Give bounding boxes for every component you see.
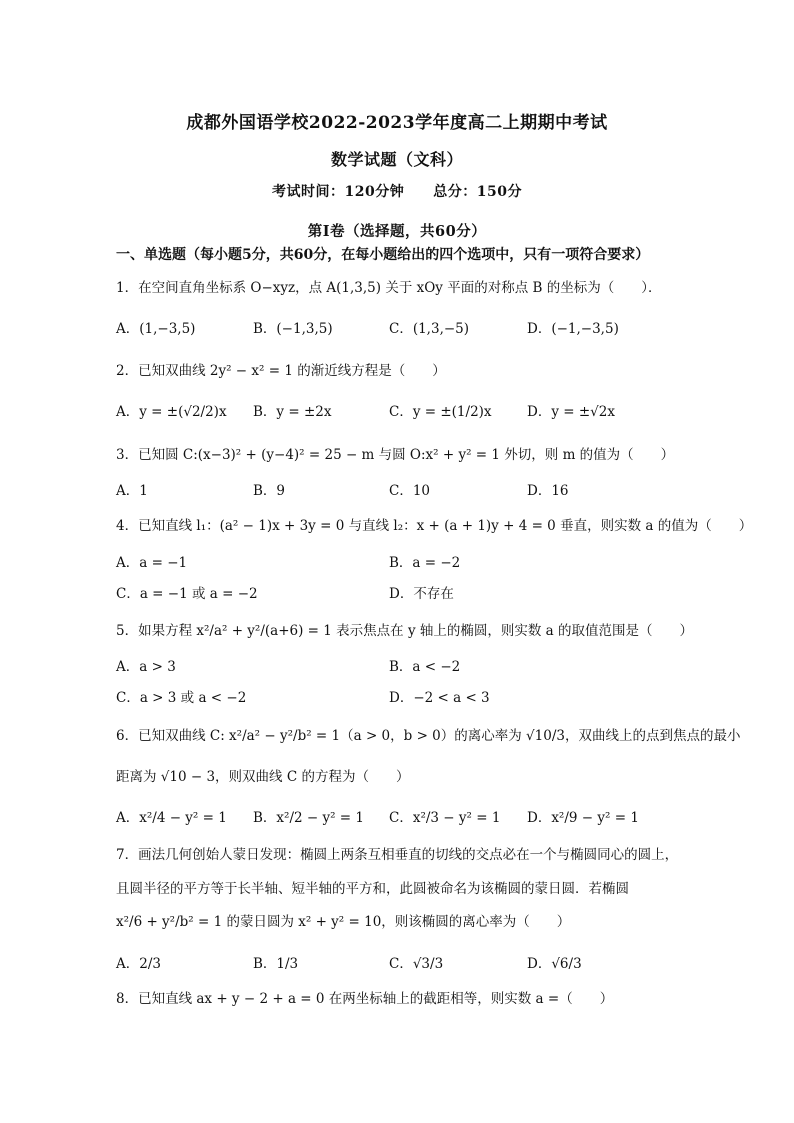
exam-title: 成都外国语学校2022-2023学年度高二上期期中考试 [186, 113, 608, 133]
question-5-stem: 5．如果方程 x²/a² + y²/(a+6) = 1 表示焦点在 y 轴上的椭圆，则实数 a 的取值范围是（ ） [116, 623, 693, 639]
question-6-option-d: D．x²/9 − y² = 1 [527, 810, 639, 826]
question-5-option-a: A．a > 3 [116, 659, 176, 675]
question-7-option-c: C．√3/3 [389, 956, 444, 972]
question-3-option-b: B．9 [253, 483, 286, 499]
question-4-option-c: C．a = −1 或 a = −2 [116, 586, 258, 602]
question-7-option-d: D．√6/3 [527, 956, 582, 972]
question-1-option-c: C．(1,3,−5) [389, 321, 470, 337]
question-6-stem-cont: 距离为 √10 − 3，则双曲线 C 的方程为（ ） [116, 769, 410, 785]
question-5-option-c: C．a > 3 或 a < −2 [116, 690, 247, 706]
question-3-option-a: A．1 [116, 483, 148, 499]
section-title: 第Ⅰ卷（选择题，共60分） [307, 223, 487, 240]
question-1-option-a: A．(1,−3,5) [116, 321, 196, 337]
exam-subtitle: 数学试题（文科） [330, 150, 463, 169]
question-1-option-d: D．(−1,−3,5) [527, 321, 619, 337]
question-3-option-d: D．16 [527, 483, 569, 499]
question-6-stem: 6．已知双曲线 C: x²/a² − y²/b² = 1（a > 0，b > 0）的离心率为 √10/3，双曲线上的点到焦点的最小 [116, 728, 741, 744]
question-4-option-a: A．a = −1 [116, 555, 188, 571]
question-7-stem-cont-2: x²/6 + y²/b² = 1 的蒙日圆为 x² + y² = 10，则该椭圆的离心率为（ ） [116, 914, 571, 930]
exam-info: 考试时间：120分钟 总分：150分 [272, 184, 522, 200]
question-7-stem: 7．画法几何创始人蒙日发现：椭圆上两条互相垂直的切线的交点必在一个与椭圆同心的圆上， [116, 847, 679, 863]
question-3-stem: 3．已知圆 C:(x−3)² + (y−4)² = 25 − m 与圆 O:x² + y² = 1 外切，则 m 的值为（ ） [116, 447, 675, 463]
question-1-stem: 1．在空间直角坐标系 O−xyz，点 A(1,3,5) 关于 xOy 平面的对称点 B 的坐标为（ ）． [116, 280, 662, 296]
question-4-stem: 4．已知直线 l₁：(a² − 1)x + 3y = 0 与直线 l₂：x + (a + 1)y + 4 = 0 垂直，则实数 a 的值为（ ） [116, 518, 753, 534]
question-1-option-b: B．(−1,3,5) [253, 321, 333, 337]
question-2-stem: 2．已知双曲线 2y² − x² = 1 的渐近线方程是（ ） [116, 363, 446, 379]
question-2-option-d: D．y = ±√2x [527, 404, 615, 420]
question-6-option-b: B．x²/2 − y² = 1 [253, 810, 364, 826]
question-5-option-b: B．a < −2 [389, 659, 461, 675]
question-2-option-b: B．y = ±2x [253, 404, 332, 420]
question-2-option-a: A．y = ±(√2/2)x [116, 404, 227, 420]
question-6-option-a: A．x²/4 − y² = 1 [116, 810, 227, 826]
question-7-option-b: B．1/3 [253, 956, 299, 972]
question-3-option-c: C．10 [389, 483, 431, 499]
question-7-option-a: A．2/3 [116, 956, 161, 972]
question-7-stem-cont: 且圆半径的平方等于长半轴、短半轴的平方和，此圆被命名为该椭圆的蒙日圆．若椭圆 [116, 881, 629, 897]
question-2-option-c: C．y = ±(1/2)x [389, 404, 492, 420]
question-6-option-c: C．x²/3 − y² = 1 [389, 810, 501, 826]
question-4-option-d: D．不存在 [389, 586, 454, 602]
question-4-option-b: B．a = −2 [389, 555, 461, 571]
question-5-option-d: D．−2 < a < 3 [389, 690, 490, 706]
section-instructions: 一、单选题（每小题5分，共60分，在每小题给出的四个选项中，只有一项符合要求） [116, 247, 650, 263]
question-8-stem: 8．已知直线 ax + y − 2 + a = 0 在两坐标轴上的截距相等，则实数 a =（ ） [116, 991, 614, 1007]
